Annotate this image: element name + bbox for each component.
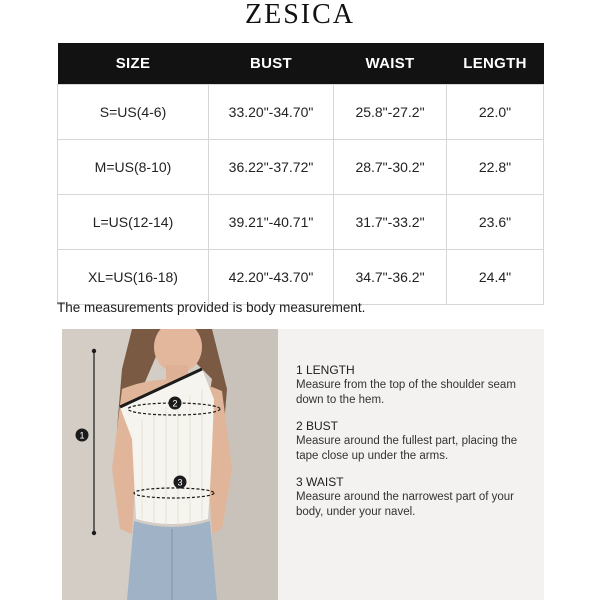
- table-header-row: [58, 43, 544, 85]
- cell-length: 23.6": [447, 195, 544, 250]
- step-waist-title: 3 WAIST: [296, 475, 344, 489]
- step-bust: [296, 419, 536, 463]
- table-row: [58, 140, 544, 195]
- cell-size: S=US(4-6): [58, 85, 209, 140]
- cell-bust: 39.21"-40.71": [209, 195, 334, 250]
- marker-waist-label: 3: [177, 477, 183, 488]
- measurement-note: The measurements provided is body measurement.: [57, 300, 366, 315]
- cell-length: 24.4": [447, 250, 544, 305]
- cell-bust: 36.22"-37.72": [209, 140, 334, 195]
- marker-bust-label: 2: [172, 398, 178, 409]
- cell-bust: 33.20"-34.70": [209, 85, 334, 140]
- model-illustration: [62, 329, 278, 600]
- model-photo: [62, 329, 278, 600]
- table-row: [58, 85, 544, 140]
- header-size: SIZE: [58, 43, 209, 85]
- cell-length: 22.0": [447, 85, 544, 140]
- step-length: [296, 363, 536, 407]
- step-waist: [296, 475, 536, 519]
- step-length-title: 1 LENGTH: [296, 363, 355, 377]
- marker-length: [76, 429, 89, 442]
- header-length: LENGTH: [447, 43, 544, 85]
- step-length-desc: Measure from the top of the shoulder seam down to the hem.: [296, 379, 516, 406]
- table-row: [58, 195, 544, 250]
- size-chart-table: [57, 43, 544, 305]
- marker-waist: [174, 476, 187, 489]
- cell-bust: 42.20"-43.70": [209, 250, 334, 305]
- header-waist: WAIST: [334, 43, 447, 85]
- table-row: [58, 250, 544, 305]
- step-waist-desc: Measure around the narrowest part of your body, under your navel.: [296, 491, 514, 518]
- cell-length: 22.8": [447, 140, 544, 195]
- cell-waist: 25.8"-27.2": [334, 85, 447, 140]
- cell-size: XL=US(16-18): [58, 250, 209, 305]
- measurement-instructions: [296, 363, 536, 531]
- step-bust-title: 2 BUST: [296, 419, 339, 433]
- cell-waist: 28.7"-30.2": [334, 140, 447, 195]
- brand-logo: ZESICA: [245, 0, 355, 30]
- cell-size: M=US(8-10): [58, 140, 209, 195]
- marker-bust: [169, 397, 182, 410]
- step-bust-desc: Measure around the fullest part, placing the tape close up under the arms.: [296, 435, 518, 462]
- marker-length-label: 1: [79, 430, 85, 441]
- cell-waist: 31.7"-33.2": [334, 195, 447, 250]
- cell-waist: 34.7"-36.2": [334, 250, 447, 305]
- header-bust: BUST: [209, 43, 334, 85]
- cell-size: L=US(12-14): [58, 195, 209, 250]
- measurement-guide: [62, 329, 544, 600]
